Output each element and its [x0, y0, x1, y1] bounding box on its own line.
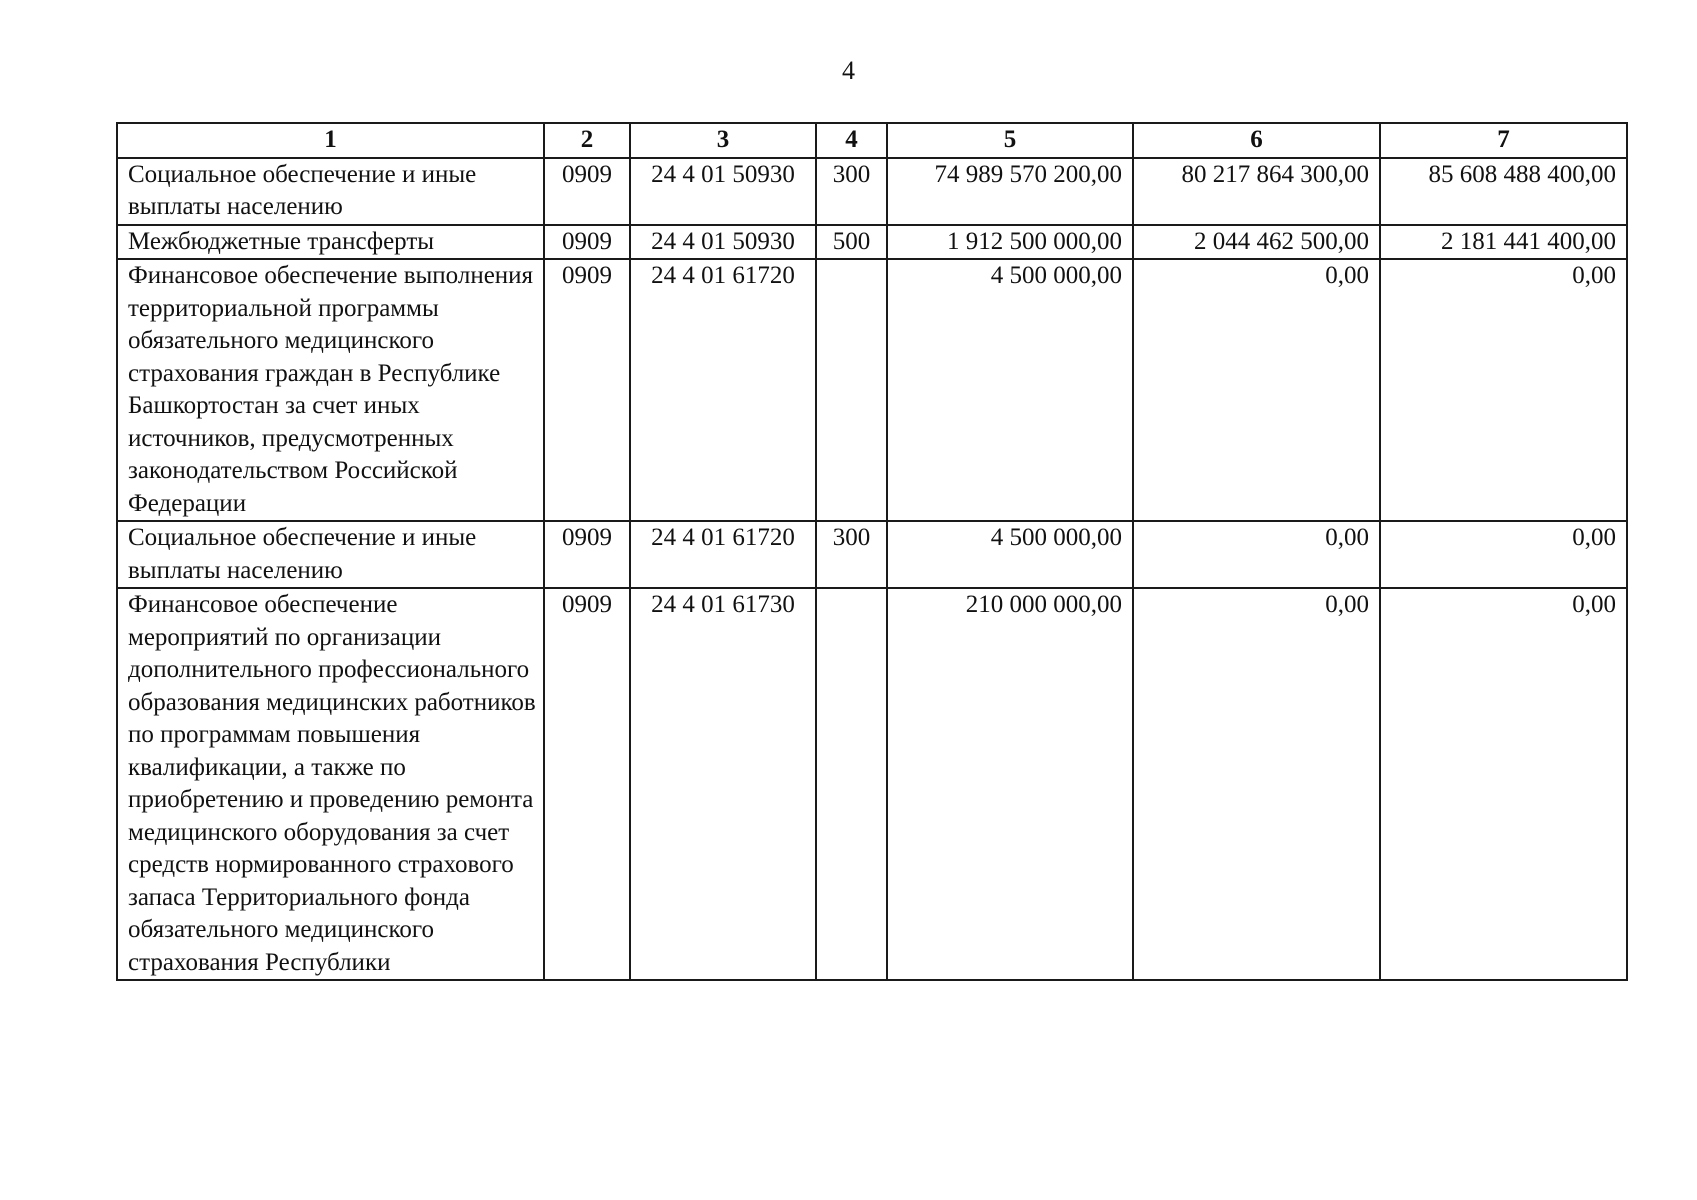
amount-column-6: 0,00 — [1133, 259, 1380, 521]
column-header-7: 7 — [1380, 123, 1627, 158]
amount-column-5: 4 500 000,00 — [887, 521, 1133, 588]
amount-column-5: 1 912 500 000,00 — [887, 225, 1133, 260]
amount-column-7: 0,00 — [1380, 521, 1627, 588]
column-header-1: 1 — [117, 123, 544, 158]
column-header-3: 3 — [630, 123, 816, 158]
amount-column-7: 0,00 — [1380, 588, 1627, 980]
row-name: Межбюджетные трансферты — [117, 225, 544, 260]
expense-kind-code: 300 — [816, 521, 887, 588]
expense-kind-code — [816, 259, 887, 521]
target-article-code: 24 4 01 61720 — [630, 259, 816, 521]
header-row — [117, 123, 1627, 158]
table-row — [117, 225, 1627, 260]
amount-column-7: 85 608 488 400,00 — [1380, 158, 1627, 225]
target-article-code: 24 4 01 61720 — [630, 521, 816, 588]
expense-kind-code: 300 — [816, 158, 887, 225]
page-number: 4 — [842, 56, 855, 85]
column-header-2: 2 — [544, 123, 630, 158]
amount-column-6: 2 044 462 500,00 — [1133, 225, 1380, 260]
section-code: 0909 — [544, 225, 630, 260]
column-header-5: 5 — [887, 123, 1133, 158]
table-row — [117, 259, 1627, 521]
column-header-6: 6 — [1133, 123, 1380, 158]
section-code: 0909 — [544, 588, 630, 980]
table-row — [117, 521, 1627, 588]
amount-column-7: 0,00 — [1380, 259, 1627, 521]
expense-kind-code: 500 — [816, 225, 887, 260]
row-name: Социальное обеспечение и иные выплаты населению — [117, 158, 544, 225]
section-code: 0909 — [544, 158, 630, 225]
amount-column-7: 2 181 441 400,00 — [1380, 225, 1627, 260]
target-article-code: 24 4 01 50930 — [630, 158, 816, 225]
expense-kind-code — [816, 588, 887, 980]
row-name: Социальное обеспечение и иные выплаты населению — [117, 521, 544, 588]
amount-column-5: 210 000 000,00 — [887, 588, 1133, 980]
table-row — [117, 158, 1627, 225]
amount-column-6: 80 217 864 300,00 — [1133, 158, 1380, 225]
section-code: 0909 — [544, 259, 630, 521]
section-code: 0909 — [544, 521, 630, 588]
amount-column-5: 74 989 570 200,00 — [887, 158, 1133, 225]
target-article-code: 24 4 01 61730 — [630, 588, 816, 980]
table-row — [117, 588, 1627, 980]
row-name: Финансовое обеспечение мероприятий по организации дополнительного профессионального образования медицинских работников по программам повышения квалификации, а также по приобретению и проведению ремонта медицинского оборудования за счет средств нормированного страхового запаса Территориального фонда обязательного медицинского страхования Республики — [117, 588, 544, 980]
amount-column-6: 0,00 — [1133, 588, 1380, 980]
column-header-4: 4 — [816, 123, 887, 158]
amount-column-6: 0,00 — [1133, 521, 1380, 588]
row-name: Финансовое обеспечение выполнения территориальной программы обязательного медицинского страхования граждан в Республике Башкортостан за счет иных источников, предусмотренных законодательством Российской Федерации — [117, 259, 544, 521]
budget-table — [116, 122, 1628, 981]
target-article-code: 24 4 01 50930 — [630, 225, 816, 260]
amount-column-5: 4 500 000,00 — [887, 259, 1133, 521]
